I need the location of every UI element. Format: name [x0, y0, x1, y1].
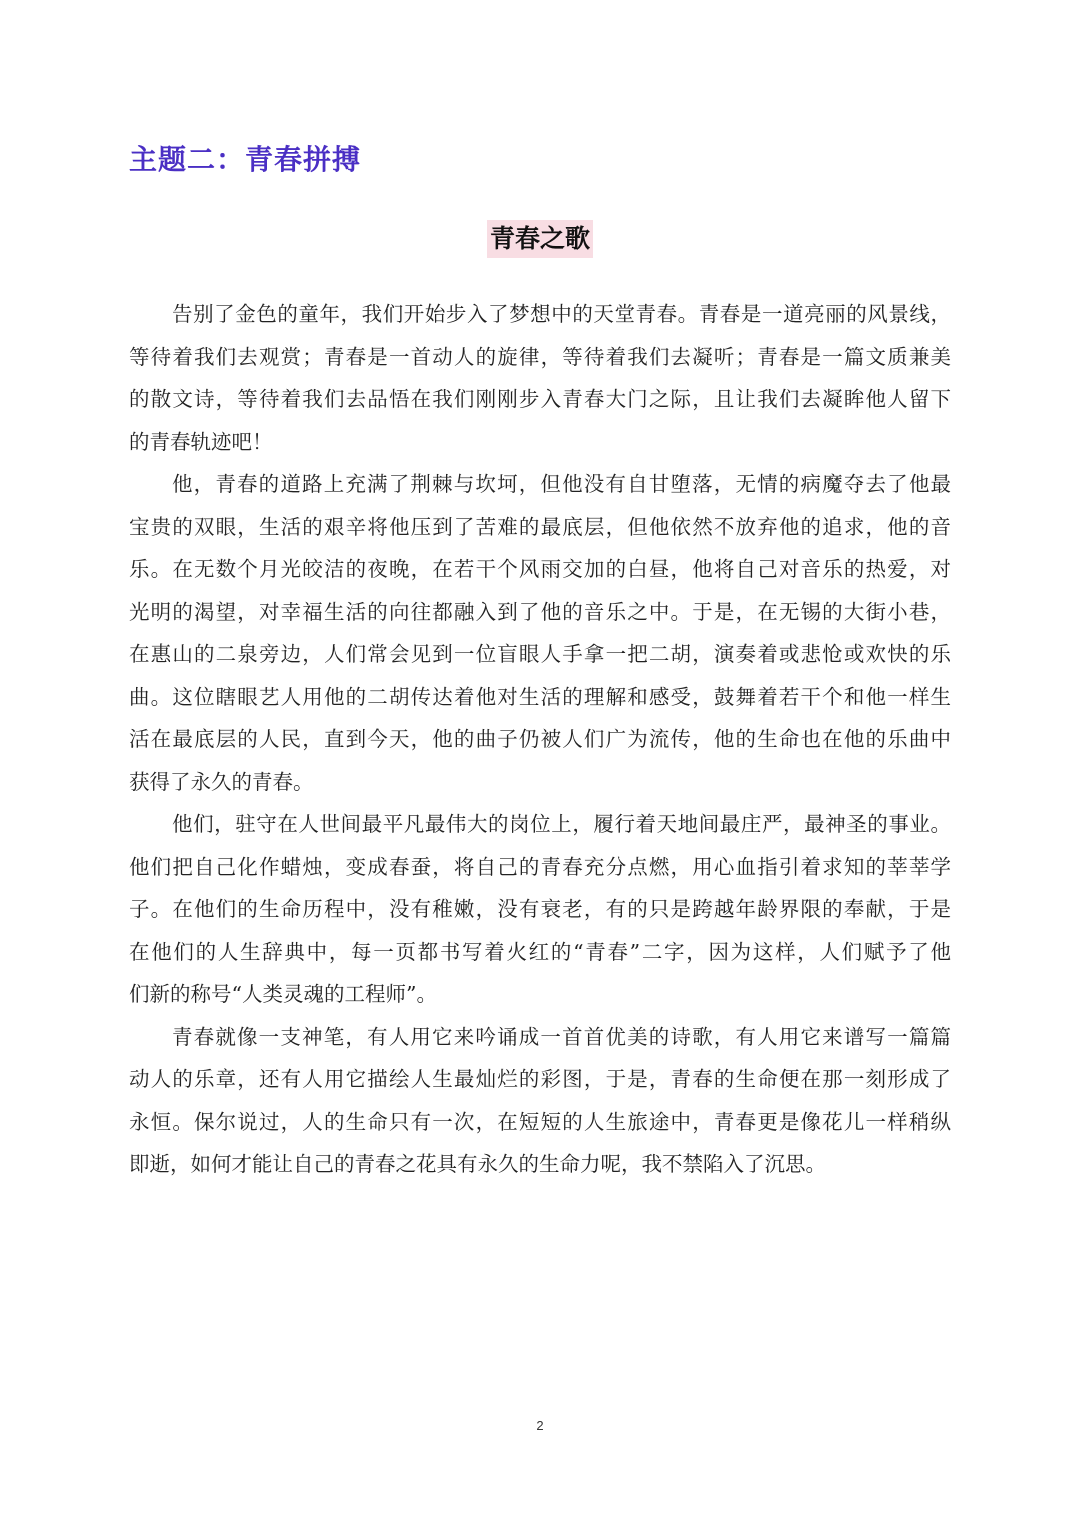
- text-line: 光明的渴望，对幸福生活的向往都融入到了他的音乐之中。于是，在无锡的大街小巷，: [129, 599, 951, 624]
- paragraph: [129, 803, 951, 1016]
- text-line: 他们把自己化作蜡烛，变成春蚕，将自己的青春充分点燃，用心血指引着求知的莘莘学: [129, 854, 951, 879]
- text-line: 乐。在无数个月光皎洁的夜晚，在若干个风雨交加的白昼，他将自己对音乐的热爱，对: [129, 557, 951, 581]
- text-line: 等待着我们去观赏；青春是一首动人的旋律，等待着我们去凝听；青春是一篇文质兼美: [129, 344, 951, 369]
- text-line: 告别了金色的童年，我们开始步入了梦想中的天堂青春。青春是一道亮丽的风景线，: [172, 302, 951, 326]
- theme-heading: 主题二：青春拼搏: [129, 143, 362, 176]
- text-line: 获得了永久的青春。: [129, 769, 314, 794]
- text-line: 在他们的人生辞典中，每一页都书写着火红的“青春”二字，因为这样，人们赋予了他: [129, 939, 951, 964]
- text-line: 的散文诗，等待着我们去品悟在我们刚刚步入青春大门之际，且让我们去凝眸他人留下: [129, 387, 951, 411]
- text-line: 活在最底层的人民，直到今天，他的曲子仍被人们广为流传，他的生命也在他的乐曲中: [129, 727, 951, 751]
- text-line: 永恒。保尔说过，人的生命只有一次，在短短的人生旅途中，青春更是像花儿一样稍纵: [129, 1109, 951, 1134]
- text-line: 宝贵的双眼，生活的艰辛将他压到了苦难的最底层，但他依然不放弃他的追求，他的音: [129, 514, 951, 539]
- paragraph: [129, 1016, 951, 1186]
- paragraph: [129, 293, 951, 463]
- text-line: 们新的称号“人类灵魂的工程师”。: [129, 982, 437, 1006]
- text-line: 青春就像一支神笔，有人用它来吟诵成一首首优美的诗歌，有人用它来谱写一篇篇: [172, 1024, 951, 1049]
- page-number: 2: [536, 1418, 544, 1433]
- article-title: 青春之歌: [487, 220, 593, 258]
- article-body: [129, 293, 951, 1186]
- text-line: 的青春轨迹吧！: [129, 429, 273, 454]
- text-line: 曲。这位瞎眼艺人用他的二胡传达着他对生活的理解和感受，鼓舞着若干个和他一样生: [129, 684, 951, 709]
- paragraph: [129, 463, 951, 803]
- text-line: 他，青春的道路上充满了荆棘与坎坷，但他没有自甘堕落，无情的病魔夺去了他最: [172, 472, 951, 496]
- text-line: 他们，驻守在人世间最平凡最伟大的岗位上，履行着天地间最庄严，最神圣的事业。: [172, 812, 951, 836]
- text-line: 在惠山的二泉旁边，人们常会见到一位盲眼人手拿一把二胡，演奏着或悲怆或欢快的乐: [129, 642, 951, 666]
- text-line: 即逝，如何才能让自己的青春之花具有永久的生命力呢，我不禁陷入了沉思。: [129, 1152, 826, 1176]
- text-line: 动人的乐章，还有人用它描绘人生最灿烂的彩图，于是，青春的生命便在那一刻形成了: [129, 1067, 951, 1091]
- text-line: 子。在他们的生命历程中，没有稚嫩，没有衰老，有的只是跨越年龄界限的奉献，于是: [129, 897, 951, 921]
